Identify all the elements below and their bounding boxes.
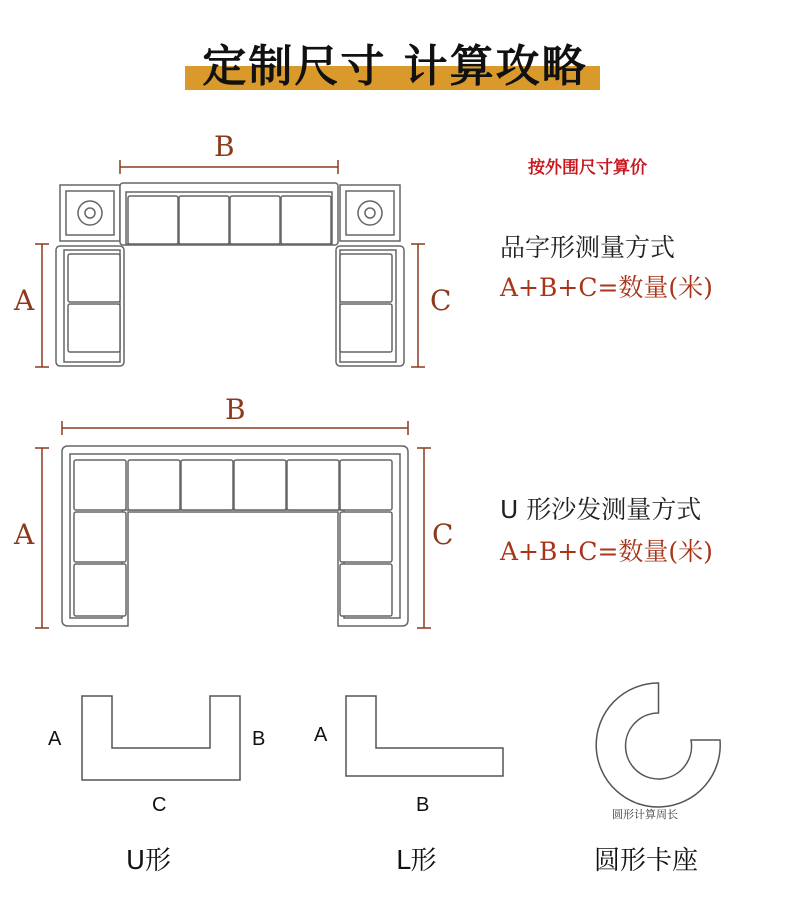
u-top-cushion bbox=[128, 460, 180, 510]
u-right-cushion bbox=[340, 564, 392, 616]
u-left-cushion bbox=[74, 460, 126, 510]
sofa-u-diagram bbox=[35, 421, 431, 628]
pinzi-method-label: 品字形测量方式 bbox=[500, 233, 676, 262]
round-seat-name: 圆形卡座 bbox=[594, 846, 699, 876]
right-side-cushion bbox=[340, 304, 392, 352]
u-shape-label-a: A bbox=[48, 728, 62, 750]
right-side-cushion bbox=[340, 254, 392, 302]
l-shape-name: L形 bbox=[396, 846, 437, 876]
page-title: 定制尺寸 计算攻略 bbox=[202, 41, 588, 92]
round-seat-caption: 圆形计算周长 bbox=[612, 808, 678, 821]
dimension-label-a1: A bbox=[14, 284, 35, 317]
dimension-label-b2: B bbox=[225, 393, 246, 426]
u-shape-label-c: C bbox=[152, 794, 167, 816]
left-side-cushion bbox=[68, 304, 120, 352]
left-side-cushion bbox=[68, 254, 120, 302]
u-right-cushion bbox=[340, 460, 392, 510]
l-shape-label-b: B bbox=[416, 794, 430, 816]
u-shape-name: U形 bbox=[126, 846, 172, 876]
sofa-pinzi-diagram bbox=[35, 160, 425, 367]
u-top-cushion bbox=[181, 460, 233, 510]
u-sofa-formula: A+B+C=数量(米) bbox=[500, 537, 713, 566]
u-left-cushion bbox=[74, 512, 126, 562]
round-seat-outline bbox=[596, 683, 720, 807]
l-shape-label-a: A bbox=[314, 724, 328, 746]
u-sofa-method-label: U 形沙发测量方式 bbox=[500, 495, 702, 524]
shape-outlines bbox=[82, 683, 720, 807]
dimension-label-c1: C bbox=[430, 284, 452, 317]
main-sofa-cushion bbox=[230, 196, 280, 244]
u-top-cushion bbox=[234, 460, 286, 510]
dimension-label-a2: A bbox=[14, 518, 35, 551]
dimension-label-b1: B bbox=[214, 130, 235, 163]
l-shape-outline bbox=[346, 696, 503, 776]
u-top-cushion bbox=[287, 460, 339, 510]
pricing-note: 按外围尺寸算价 bbox=[528, 158, 647, 178]
u-shape-outline bbox=[82, 696, 240, 780]
main-sofa-cushion bbox=[281, 196, 331, 244]
u-shape-label-b: B bbox=[252, 728, 266, 750]
main-sofa-cushion bbox=[128, 196, 178, 244]
main-sofa-cushion bbox=[179, 196, 229, 244]
dimension-label-c2: C bbox=[432, 518, 454, 551]
pinzi-formula: A+B+C=数量(米) bbox=[500, 273, 713, 302]
u-right-cushion bbox=[340, 512, 392, 562]
u-left-cushion bbox=[74, 564, 126, 616]
